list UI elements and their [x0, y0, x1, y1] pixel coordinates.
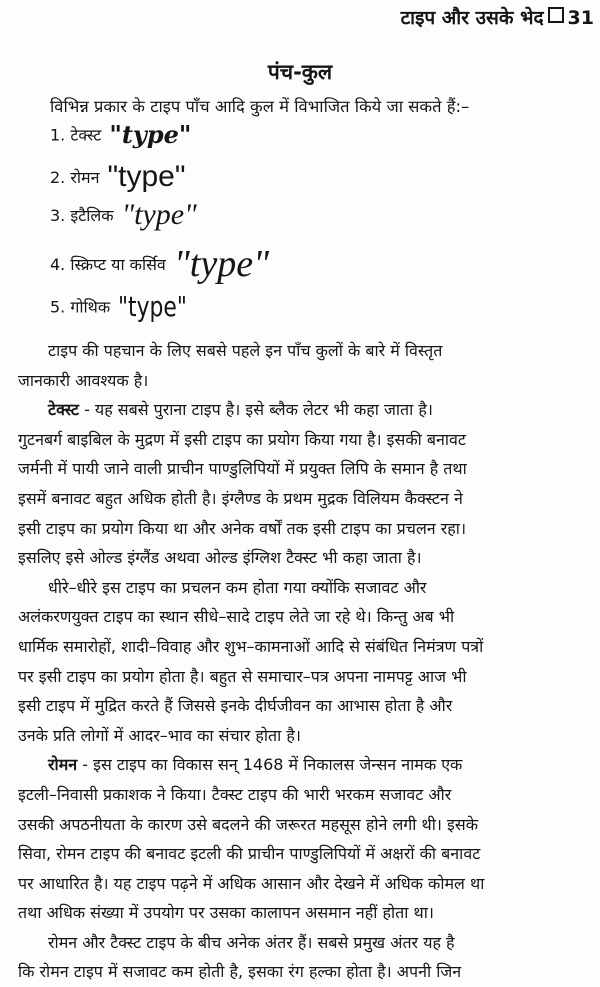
family-label: 5. गोथिक: [50, 297, 111, 317]
text-line: इसमें बनावट बहुत अधिक होती है। इंग्लैण्ड के प्रथम मुद्रक विलियम कैक्स्टन ने: [18, 488, 463, 508]
text-line: अलंकरणयुक्त टाइप का स्थान सीधे–सादे टाइप लेते जा रहे थे। किन्तु अब भी: [18, 607, 455, 627]
text-line: पर इसी टाइप का प्रयोग होता है। बहुत से समाचार–पत्र अपना नामपट्ट आज भी: [18, 666, 467, 686]
family-sample: "type": [109, 120, 192, 149]
text-line: गुटनबर्ग बाइबिल के मुद्रण में इसी टाइप का प्रयोग किया गया है। इसकी बनावट: [18, 429, 466, 449]
text-line: रोमन - इस टाइप का विकास सन् 1468 में निकालस जेन्सन नामक एक: [48, 755, 463, 775]
page-number: 31: [567, 7, 594, 29]
text-line: उसकी अपठनीयता के कारण उसे बदलने की जरूरत महसूस होने लगी थी। इसके: [18, 814, 479, 834]
text-line: इटली–निवासी प्रकाशक ने किया। टैक्स्ट टाइप की भारी भरकम सजावट और: [18, 784, 452, 804]
text-line: तथा अधिक संख्या में उपयोग पर उसका कालापन असमान नहीं होता था।: [18, 903, 434, 923]
section-title: पंच-कुल: [267, 60, 333, 84]
text-line: टाइप की पहचान के लिए सबसे पहले इन पाँच कुलों के बारे में विस्तृत: [48, 341, 443, 360]
text-line: कि रोमन टाइप में सजावट कम होती है, इसका रंग हल्का होता है। अपनी जिन: [18, 962, 462, 982]
family-label: 2. रोमन: [50, 168, 100, 187]
text-line: धीरे–धीरे इस टाइप का प्रचलन कम होता गया क्योंकि सजावट और: [48, 577, 427, 597]
family-sample: "type": [121, 198, 197, 231]
text-line: सिवा, रोमन टाइप की बनावट इटली की प्राचीन पाण्डुलिपियों में अक्षरों की बनावट: [18, 844, 481, 864]
paragraph: [18, 573, 592, 751]
family-sample: "type": [173, 243, 270, 285]
family-item-gothic: [50, 290, 206, 323]
text-line: टेक्स्ट - यह सबसे पुराना टाइप है। इसे ब्लैक लेटर भी कहा जाता है।: [48, 400, 433, 420]
body-text: [18, 336, 592, 987]
family-sample: "type": [107, 160, 186, 193]
family-item-script: [50, 242, 269, 286]
text-line: इसलिए इसे ओल्ड इंग्लैंड अथवा ओल्ड इंग्लिश टैक्स्ट भी कहा जाता है।: [18, 548, 422, 568]
term-heading: टेक्स्ट: [48, 400, 79, 420]
family-sample: "type": [118, 290, 188, 323]
paragraph: [18, 336, 592, 395]
family-item-text: [50, 120, 191, 149]
intro-text: विभिन्न प्रकार के टाइप पाँच आदि कुल में विभाजित किये जा सकते हैं:–: [50, 97, 470, 116]
running-title: टाइप और उसके भेद: [400, 7, 544, 29]
text-line: जर्मनी में पायी जाने वाली प्राचीन पाण्डुलिपियों में प्रयुक्त लिपि के समान है तथा: [18, 459, 467, 479]
text-line: इसी टाइप में मुद्रित करते हैं जिससे इनके दीर्घजीवन का आभास होता है और: [18, 696, 453, 716]
family-label: 1. टेक्स्ट: [50, 125, 102, 145]
text-line: उनके प्रति लोगों में आदर–भाव का संचार होता है।: [18, 725, 301, 745]
paragraph: [18, 395, 592, 573]
text-line: धार्मिक समारोहों, शादी–विवाह और शुभ–कामनाओं आदि से संबंधित निमंत्रण पत्रों: [18, 636, 484, 656]
paragraph: [18, 750, 592, 928]
term-heading: रोमन: [48, 755, 78, 775]
family-item-italic: [50, 198, 197, 232]
family-label: 4. स्क्रिप्ट या कर्सिव: [50, 255, 166, 274]
family-item-roman: [50, 160, 186, 194]
square-ornament-icon: [548, 7, 564, 23]
text-line: इसी टाइप का प्रयोग किया था और अनेक वर्षों तक इसी टाइप का प्रचलन रहा।: [18, 518, 467, 538]
family-label: 3. इटैलिक: [50, 206, 114, 225]
running-header: [401, 4, 594, 30]
paragraph: [18, 928, 592, 987]
text-line: रोमन और टैक्स्ट टाइप के बीच अनेक अंतर हैं। सबसे प्रमुख अंतर यह है: [48, 932, 455, 952]
text-line: पर आधारित है। यह टाइप पढ़ने में अधिक आसान और देखने में अधिक कोमल था: [18, 873, 485, 893]
text-line: जानकारी आवश्यक है।: [18, 370, 149, 390]
